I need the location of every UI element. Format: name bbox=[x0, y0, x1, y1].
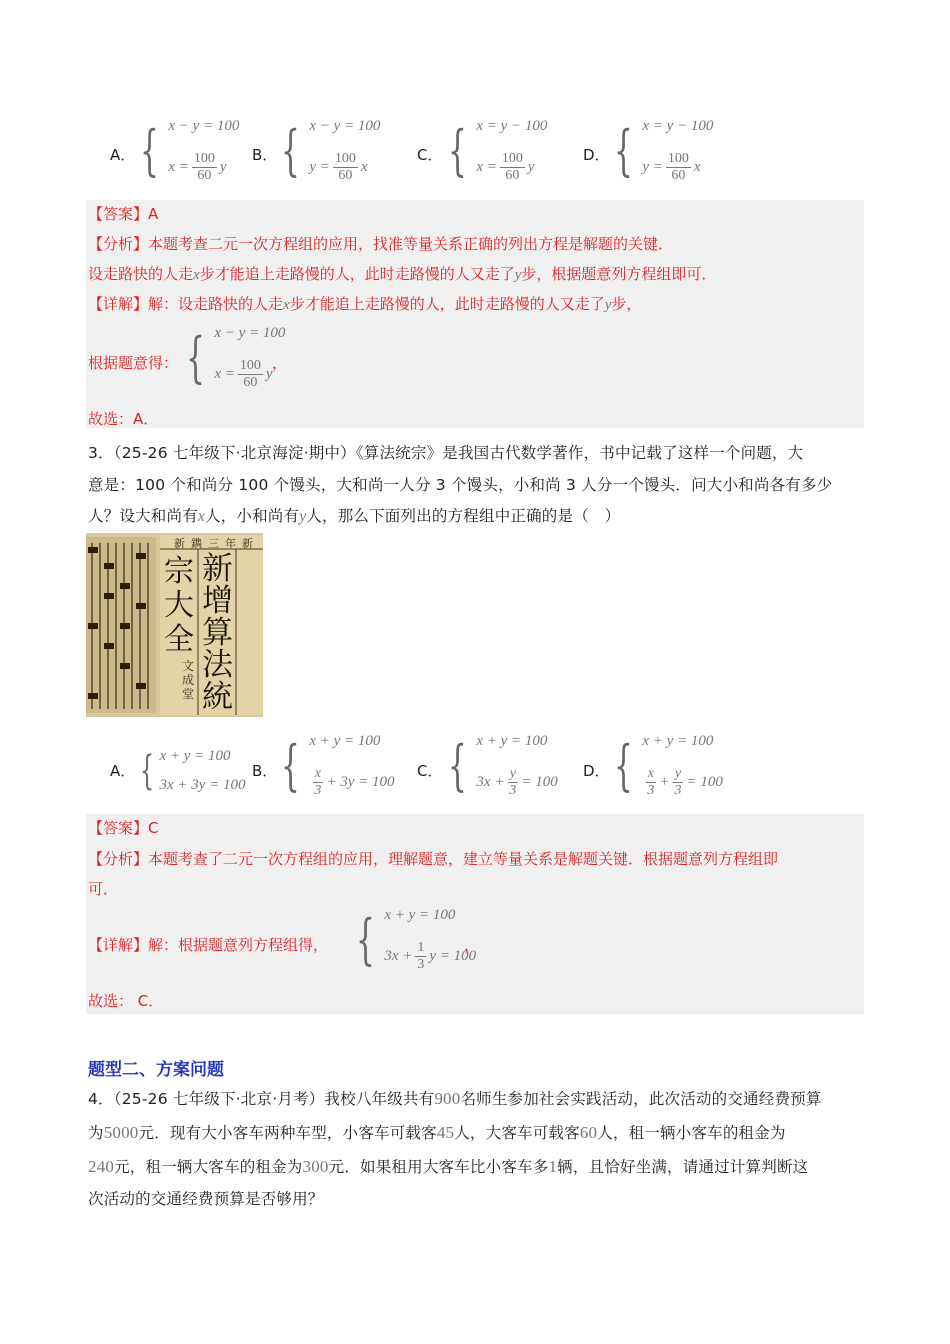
option-d-label: D． bbox=[583, 146, 610, 164]
q2-detail-system bbox=[186, 323, 288, 393]
text: 元，租一辆大客车的租金为 bbox=[114, 1158, 303, 1176]
equation: x = y − 100 bbox=[476, 118, 548, 134]
number: 45 bbox=[436, 1123, 455, 1142]
number: 300 bbox=[302, 1157, 329, 1176]
equation-lhs: x = bbox=[214, 366, 235, 382]
text: 人？设大和尚有 bbox=[88, 507, 198, 525]
text: 元．如果租用大客车比小客车多 bbox=[328, 1158, 549, 1176]
option-d-system bbox=[614, 116, 713, 186]
brace-icon: { bbox=[140, 119, 159, 182]
equation-var: x bbox=[360, 159, 368, 175]
equation bbox=[168, 151, 239, 184]
fraction-num: 100 bbox=[334, 151, 356, 166]
number: 240 bbox=[88, 1157, 115, 1176]
fraction bbox=[672, 766, 683, 799]
book-title-right: 新增算法統 bbox=[202, 551, 233, 715]
equation bbox=[642, 151, 713, 184]
equation-lhs: y = bbox=[642, 159, 663, 175]
text: 人，租一辆小客车的租金为 bbox=[597, 1124, 786, 1142]
option-a-system bbox=[140, 748, 246, 794]
q2-detail bbox=[88, 293, 641, 314]
fraction bbox=[645, 766, 656, 799]
q2-choice: 故选：A． bbox=[88, 410, 159, 428]
q4-line1 bbox=[88, 1087, 822, 1109]
brace-icon: { bbox=[281, 119, 300, 182]
option-c-label: C． bbox=[417, 762, 443, 780]
equation-var: y bbox=[527, 159, 535, 175]
fraction-num: y bbox=[674, 766, 682, 781]
option-a-system bbox=[140, 116, 239, 186]
q4-line3 bbox=[88, 1155, 808, 1177]
equation-rest: y = 100 bbox=[429, 948, 477, 964]
equation-lhs: x = bbox=[168, 159, 189, 175]
fraction bbox=[507, 766, 518, 799]
fraction-den: 3 bbox=[674, 783, 682, 798]
option-b-system bbox=[281, 116, 380, 186]
text: 步才能追上走路慢的人，此时走路慢的人又走了 bbox=[289, 295, 605, 313]
book-cover-image bbox=[86, 533, 263, 717]
fraction bbox=[238, 358, 263, 391]
equation-pre: 3x + bbox=[476, 774, 505, 790]
option-c-system bbox=[448, 731, 558, 801]
fraction-den: 3 bbox=[417, 957, 425, 972]
text: 为 bbox=[88, 1124, 104, 1142]
number: 5000 bbox=[103, 1123, 139, 1142]
fraction bbox=[333, 151, 358, 184]
text: 人，那么下面列出的方程组中正确的是（ ） bbox=[306, 507, 621, 525]
text: 人，大客车可载客 bbox=[454, 1124, 580, 1142]
option-b-system bbox=[281, 731, 395, 801]
q3-analysis-2: 可． bbox=[88, 880, 119, 898]
text: 人，小和尚有 bbox=[205, 507, 300, 525]
fraction bbox=[192, 151, 217, 184]
brace-icon: { bbox=[186, 326, 205, 389]
option-d-system bbox=[614, 731, 723, 801]
text: 设走路快的人走 bbox=[88, 265, 194, 283]
q4-line2 bbox=[88, 1121, 786, 1143]
option-c-label: C． bbox=[417, 146, 443, 164]
fraction bbox=[500, 151, 525, 184]
equation-rest: = 100 bbox=[686, 774, 723, 790]
book-top-text: 新鐫三年新 bbox=[174, 537, 259, 550]
fraction bbox=[666, 151, 691, 184]
equation-var: y bbox=[265, 366, 273, 382]
q3-answer: 【答案】C bbox=[88, 819, 159, 837]
option-c-system bbox=[448, 116, 547, 186]
equation-lhs: x = bbox=[476, 159, 497, 175]
fraction-num: x bbox=[314, 766, 321, 781]
var-x: x bbox=[197, 508, 205, 525]
number: 900 bbox=[434, 1089, 461, 1108]
fraction-num: x bbox=[647, 766, 654, 781]
q4-line4: 次活动的交通经费预算是否够用？ bbox=[88, 1190, 324, 1208]
q3-detail-label: 【详解】解：根据题意列方程组得， bbox=[88, 936, 329, 954]
brace-icon: { bbox=[448, 734, 467, 797]
equation bbox=[309, 766, 394, 799]
fraction-num: 100 bbox=[239, 358, 261, 373]
equation: x + y = 100 bbox=[309, 733, 381, 749]
q3-choice: 故选： C． bbox=[88, 992, 164, 1010]
equation: x + y = 100 bbox=[476, 733, 548, 749]
equation: x − y = 100 bbox=[214, 325, 286, 341]
fraction bbox=[415, 940, 426, 973]
fraction-num: 100 bbox=[193, 151, 215, 166]
fraction-den: 3 bbox=[314, 783, 322, 798]
var-y: y bbox=[604, 297, 612, 313]
brace-icon: { bbox=[448, 119, 467, 182]
brace-icon: { bbox=[614, 734, 633, 797]
section-title: 题型二、方案问题 bbox=[88, 1060, 224, 1080]
option-b-label: B． bbox=[252, 146, 278, 164]
equation-var: x bbox=[693, 159, 701, 175]
comma: ， bbox=[464, 936, 480, 954]
fraction-num: 1 bbox=[417, 940, 425, 955]
brace-icon: { bbox=[356, 908, 375, 971]
book-small-text: 文成堂 bbox=[182, 659, 195, 701]
equation: 3x + 3y = 100 bbox=[159, 777, 246, 793]
equation: x + y = 100 bbox=[159, 748, 231, 764]
q2-detail-label: 根据题意得： bbox=[88, 354, 179, 372]
equation-pre: 3x + bbox=[384, 948, 413, 964]
equation bbox=[642, 766, 723, 799]
text: 元．现有大小客车两种车型，小客车可载客 bbox=[138, 1124, 437, 1142]
fraction-num: 100 bbox=[501, 151, 523, 166]
q3-detail-system bbox=[356, 905, 476, 975]
text: 步， bbox=[611, 295, 642, 313]
q3-line3 bbox=[88, 504, 620, 526]
var-x: x bbox=[193, 267, 200, 283]
number: 1 bbox=[548, 1157, 558, 1176]
fraction-den: 3 bbox=[647, 783, 655, 798]
brace-icon: { bbox=[281, 734, 300, 797]
q3-line1: 3．（25-26 七年级下·北京海淀·期中）《算法统宗》是我国古代数学著作，书中记载了这样一个问题，大 bbox=[88, 444, 804, 462]
equation-mid: + bbox=[659, 774, 670, 790]
brace-icon: { bbox=[140, 748, 154, 794]
number: 60 bbox=[579, 1123, 598, 1142]
fraction-den: 60 bbox=[197, 168, 212, 183]
book-title-mid: 宗大全 bbox=[164, 554, 194, 657]
fraction-den: 60 bbox=[505, 168, 520, 183]
text: 步才能追上走路慢的人，此时走路慢的人又走了 bbox=[199, 265, 515, 283]
equation: x − y = 100 bbox=[168, 118, 240, 134]
text: 名师生参加社会实践活动，此次活动的交通经费预算 bbox=[460, 1090, 822, 1108]
text: 【详解】解：设走路快的人走 bbox=[88, 295, 284, 313]
fraction-den: 3 bbox=[509, 783, 517, 798]
fraction-den: 60 bbox=[338, 168, 353, 183]
q3-analysis: 【分析】本题考查了二元一次方程组的应用，理解题意，建立等量关系是解题关键．根据题意列方程组即 bbox=[88, 850, 779, 868]
q3-line2: 意是：100 个和尚分 100 个馒头，大和尚一人分 3 个馒头，小和尚 3 人分一个馒头．问大小和尚各有多少 bbox=[88, 476, 833, 494]
equation bbox=[309, 151, 380, 184]
q2-analysis-2 bbox=[88, 263, 716, 284]
option-a-label: A． bbox=[110, 146, 136, 164]
equation-rest: = 100 bbox=[521, 774, 558, 790]
equation bbox=[476, 766, 557, 799]
equation: x + y = 100 bbox=[384, 907, 456, 923]
equation: x = y − 100 bbox=[642, 118, 714, 134]
option-b-label: B． bbox=[252, 762, 278, 780]
equation bbox=[476, 151, 547, 184]
option-d-label: D． bbox=[583, 762, 610, 780]
var-x: x bbox=[283, 297, 290, 313]
fraction-num: 100 bbox=[667, 151, 689, 166]
fraction-den: 60 bbox=[243, 375, 258, 390]
fraction bbox=[312, 766, 323, 799]
equation-var: y bbox=[219, 159, 227, 175]
text: 辆，且恰好坐满，请通过计算判断这 bbox=[557, 1158, 809, 1176]
equation-lhs: y = bbox=[309, 159, 330, 175]
q2-analysis: 【分析】本题考查二元一次方程组的应用，找准等量关系正确的列出方程是解题的关键． bbox=[88, 235, 674, 253]
fraction-num: y bbox=[509, 766, 516, 781]
q2-answer: 【答案】A bbox=[88, 205, 159, 223]
text: 4．（25-26 七年级下·北京·月考）我校八年级共有 bbox=[88, 1090, 435, 1108]
var-y: y bbox=[514, 267, 522, 283]
equation: x + y = 100 bbox=[642, 733, 714, 749]
fraction-den: 60 bbox=[671, 168, 686, 183]
brace-icon: { bbox=[614, 119, 633, 182]
option-a-label: A． bbox=[110, 762, 136, 780]
comma: ， bbox=[272, 354, 288, 372]
var-y: y bbox=[299, 508, 307, 525]
equation: x − y = 100 bbox=[309, 118, 381, 134]
equation-rest: + 3y = 100 bbox=[326, 774, 395, 790]
equation bbox=[384, 940, 476, 973]
text: 步，根据题意列方程组即可． bbox=[521, 265, 717, 283]
